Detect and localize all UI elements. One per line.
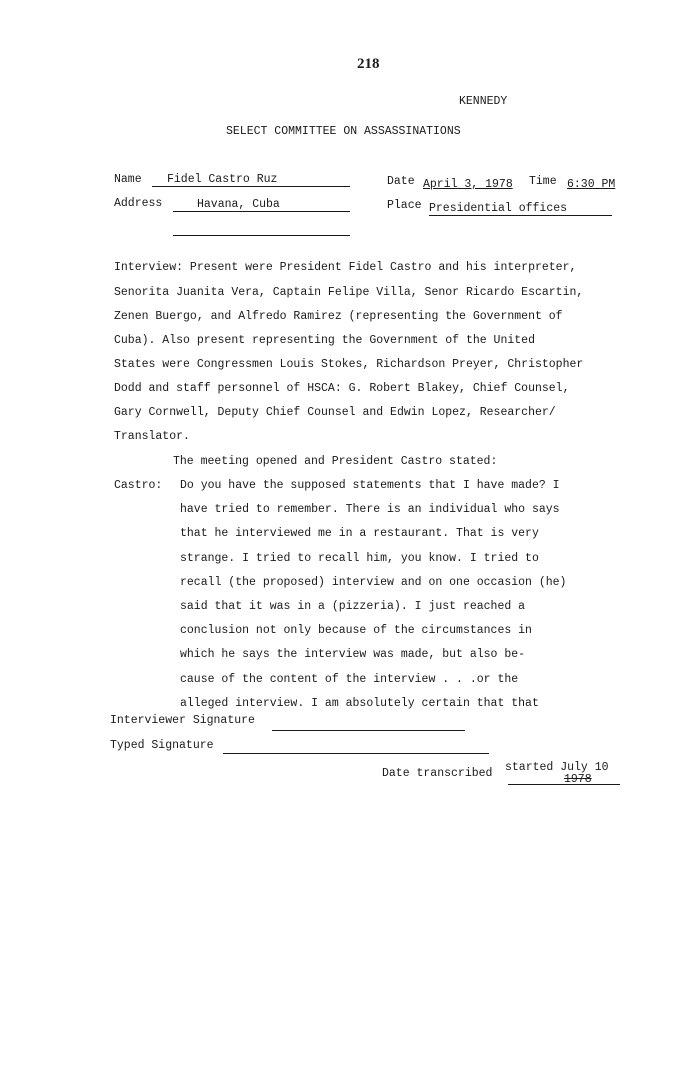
statement-line: alleged interview. I am absolutely certain that that (180, 697, 539, 710)
place-value: Presidential offices (429, 202, 568, 215)
interview-line: Interview: Present were President Fidel Castro and his interpreter, (114, 261, 577, 274)
statement-line: recall (the proposed) interview and on one occasion (he) (180, 576, 567, 589)
speaker-label: Castro: (114, 479, 163, 492)
date-transcribed-label: Date transcribed (382, 767, 493, 780)
statement-line: conclusion not only because of the circumstances in (180, 624, 532, 637)
statement-line: which he says the interview was made, but also be- (180, 648, 526, 661)
statement-line: cause of the content of the interview . . .or the (180, 673, 519, 686)
interview-line: Zenen Buergo, and Alfredo Ramirez (representing the Government of (114, 310, 563, 323)
address-rule-2 (173, 235, 350, 236)
committee-title: SELECT COMMITTEE ON ASSASSINATIONS (226, 125, 461, 138)
typed-signature-label: Typed Signature (110, 739, 214, 752)
interviewer-signature-label: Interviewer Signature (110, 714, 255, 727)
interview-line: Translator. (114, 430, 190, 443)
date-transcribed-rule (508, 784, 620, 785)
header-tag: KENNEDY (459, 95, 508, 108)
name-label: Name (114, 173, 142, 186)
date-transcribed-value: started July 10 (505, 761, 609, 774)
page-number: 218 (357, 56, 380, 72)
opening-line: The meeting opened and President Castro stated: (173, 455, 498, 468)
name-rule (152, 186, 350, 187)
interview-line: Cuba). Also present representing the Government of the United (114, 334, 535, 347)
place-rule (429, 215, 612, 216)
statement-line: Do you have the supposed statements that I have made? I (180, 479, 560, 492)
date-transcribed-year: 1978 (564, 773, 592, 786)
interview-line: Senorita Juanita Vera, Captain Felipe Villa, Senor Ricardo Escartin, (114, 286, 584, 299)
interview-line: Dodd and staff personnel of HSCA: G. Robert Blakey, Chief Counsel, (114, 382, 570, 395)
date-label: Date (387, 175, 415, 188)
time-value: 6:30 PM (567, 178, 616, 191)
address-label: Address (114, 197, 163, 210)
date-value: April 3, 1978 (423, 178, 513, 191)
address-value: Havana, Cuba (197, 198, 280, 211)
time-label: Time (529, 175, 557, 188)
place-label: Place (387, 199, 422, 212)
interviewer-signature-rule (272, 730, 465, 731)
statement-line: said that it was in a (pizzeria). I just reached a (180, 600, 526, 613)
interview-line: States were Congressmen Louis Stokes, Richardson Preyer, Christopher (114, 358, 584, 371)
statement-line: have tried to remember. There is an individual who says (180, 503, 560, 516)
statement-line: that he interviewed me in a restaurant. That is very (180, 527, 539, 540)
typed-signature-rule (223, 753, 489, 754)
name-value: Fidel Castro Ruz (167, 173, 278, 186)
interview-line: Gary Cornwell, Deputy Chief Counsel and Edwin Lopez, Researcher/ (114, 406, 556, 419)
address-rule (173, 211, 350, 212)
statement-line: strange. I tried to recall him, you know. I tried to (180, 552, 539, 565)
